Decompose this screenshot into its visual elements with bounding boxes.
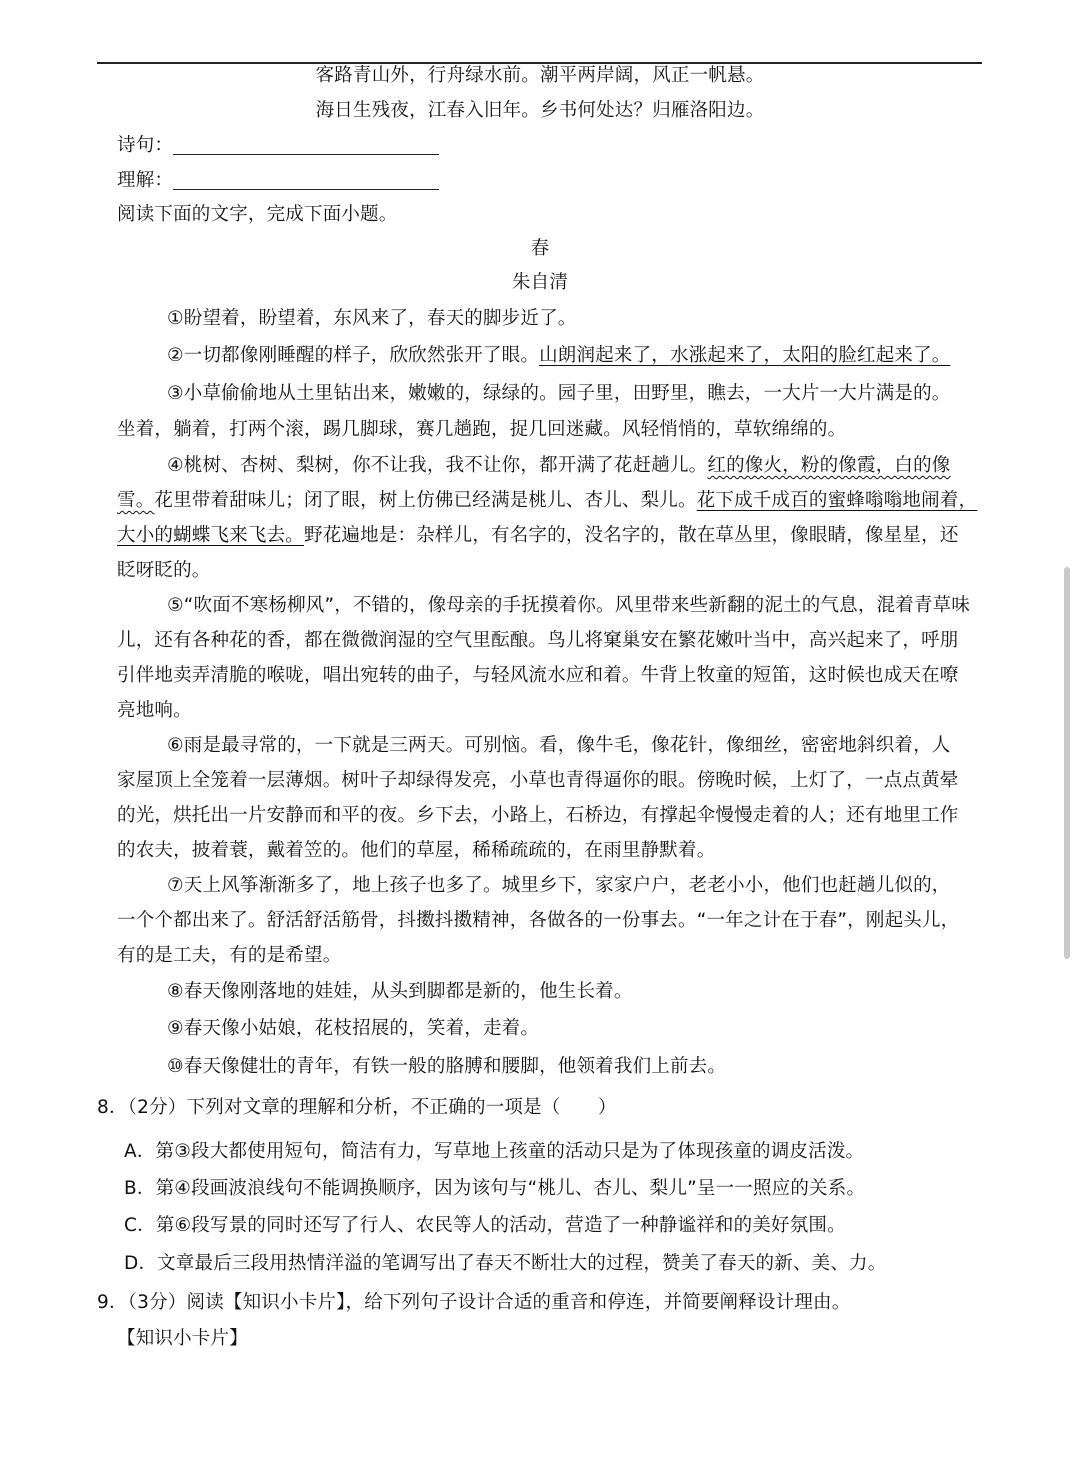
- paragraph-8: ⑧春天像刚落地的娃娃，从头到脚都是新的，他生长着。: [167, 981, 633, 1002]
- poem-line-1: 客路青山外，行舟绿水前。潮平两岸阔，风正一帆悬。: [315, 65, 765, 86]
- article-title: 春: [530, 238, 550, 259]
- paragraph-7-line-2: 一个个都出来了。舒活舒活筋骨，抖擞抖擞精神，各做各的一份事去。“一年之计在于春”，刚起头儿，: [117, 910, 960, 931]
- question-8-option-d[interactable]: D．文章最后三段用热情洋溢的笔调写出了春天不断壮大的过程，赞美了春天的新、美、力。: [124, 1253, 887, 1274]
- paragraph-2-underlined: 山朗润起来了，水涨起来了，太阳的脸红起来了。: [539, 345, 951, 366]
- paragraph-6-line-4: 的农夫，披着蓑，戴着笠的。他们的草屋，稀稀疏疏的，在雨里静默着。: [117, 840, 716, 861]
- paragraph-1: ①盼望着，盼望着，东风来了，春天的脚步近了。: [167, 308, 577, 329]
- paragraph-4-line-4: 眨呀眨的。: [117, 560, 211, 581]
- paragraph-4-text: ④桃树、杏树、梨树，你不让我，我不让你，都开满了花赶趟儿。: [167, 455, 708, 476]
- paragraph-10: ⑩春天像健壮的青年，有铁一般的胳膊和腰脚，他领着我们上前去。: [167, 1056, 727, 1077]
- question-8-option-b[interactable]: B．第④段画波浪线句不能调换顺序，因为该句与“桃儿、杏儿、梨儿”呈一一照应的关系。: [124, 1178, 866, 1199]
- paragraph-3-line-2: 坐着，躺着，打两个滚，踢几脚球，赛几趟跑，捉几回迷藏。风轻悄悄的，草软绵绵的。: [117, 419, 847, 440]
- question-8-stem: 8．（2分）下列对文章的理解和分析，不正确的一项是（ ）: [97, 1097, 617, 1118]
- paragraph-4-underlined: 花下成千成百的蜜蜂嗡嗡地闹着，: [696, 490, 978, 511]
- question-8-option-c[interactable]: C．第⑥段写景的同时还写了行人、农民等人的活动，营造了一种静谧祥和的美好氛围。: [124, 1215, 846, 1236]
- paragraph-4-underlined-end: 大小的蝴蝶飞来飞去。: [117, 525, 305, 546]
- paragraph-3-line-1: ③小草偷偷地从土里钻出来，嫩嫩的，绿绿的。园子里，田野里，瞧去，一大片一大片满是的。: [167, 383, 951, 404]
- understanding-label: 理解：: [117, 170, 174, 191]
- paragraph-4-line-2: [117, 489, 977, 513]
- verse-answer-blank[interactable]: [173, 136, 439, 155]
- paragraph-4-line-3: [117, 524, 959, 548]
- paragraph-5-line-2: 儿，还有各种花的香，都在微微润湿的空气里酝酿。鸟儿将窠巢安在繁花嫩叶当中，高兴起来了，呼朋: [117, 630, 959, 651]
- paragraph-4-wavy-sentence: 红的像火，粉的像霞，白的像: [707, 455, 951, 476]
- reading-instruction: 阅读下面的文字，完成下面小题。: [117, 204, 398, 225]
- paragraph-2: [167, 344, 951, 368]
- scrollbar-thumb[interactable]: [1064, 567, 1070, 959]
- question-9-stem: 9．（3分）阅读【知识小卡片】，给下列句子设计合适的重音和停连，并简要阐释设计理由。: [97, 1292, 851, 1313]
- paragraph-4-text-3: 野花遍地是：杂样儿，有名字的，没名字的，散在草丛里，像眼睛，像星星，还: [304, 525, 959, 546]
- poem-line-2: 海日生残夜，江春入旧年。乡书何处达？归雁洛阳边。: [315, 100, 765, 121]
- paragraph-4-text-2: 花里带着甜味儿；闭了眼，树上仿佛已经满是桃儿、杏儿、梨儿。: [154, 490, 697, 511]
- question-8-option-a[interactable]: A．第③段大都使用短句，简洁有力，写草地上孩童的活动只是为了体现孩童的调皮活泼。: [124, 1141, 865, 1162]
- understanding-answer-blank[interactable]: [173, 171, 439, 190]
- paragraph-6-line-2: 家屋顶上全笼着一层薄烟。树叶子却绿得发亮，小草也青得逼你的眼。傍晚时候，上灯了，一点点黄晕: [117, 770, 959, 791]
- paragraph-7-line-3: 有的是工夫，有的是希望。: [117, 945, 342, 966]
- verse-label: 诗句：: [117, 135, 174, 156]
- paragraph-6-line-3: 的光，烘托出一片安静而和平的夜。乡下去，小路上，石桥边，有撑起伞慢慢走着的人；还有地里工作: [117, 805, 959, 826]
- paragraph-7-line-1: ⑦天上风筝渐渐多了，地上孩子也多了。城里乡下，家家户户，老老小小，他们也赶趟儿似的，: [167, 875, 951, 896]
- paragraph-5-line-4: 亮地响。: [117, 700, 192, 721]
- paragraph-4-line-1: [167, 454, 951, 478]
- verse-field-row: [117, 134, 439, 158]
- knowledge-card-label: 【知识小卡片】: [117, 1328, 248, 1349]
- paragraph-4-wavy-end: 雪。: [117, 490, 155, 511]
- paragraph-5-line-3: 引伴地卖弄清脆的喉咙，唱出宛转的曲子，与轻风流水应和着。牛背上牧童的短笛，这时候也成天在嘹: [117, 665, 959, 686]
- paragraph-6-line-1: ⑥雨是最寻常的，一下就是三两天。可别恼。看，像牛毛，像花针，像细丝，密密地斜织着，人: [167, 735, 951, 756]
- paragraph-5-line-1: ⑤“吹面不寒杨柳风”，不错的，像母亲的手抚摸着你。风里带来些新翻的泥土的气息，混着青草味: [167, 595, 971, 616]
- paragraph-9: ⑨春天像小姑娘，花枝招展的，笑着，走着。: [167, 1018, 540, 1039]
- understanding-field-row: [117, 169, 439, 193]
- paragraph-2-text: ②一切都像刚睡醒的样子，欣欣然张开了眼。: [167, 345, 540, 366]
- article-author: 朱自清: [511, 272, 569, 293]
